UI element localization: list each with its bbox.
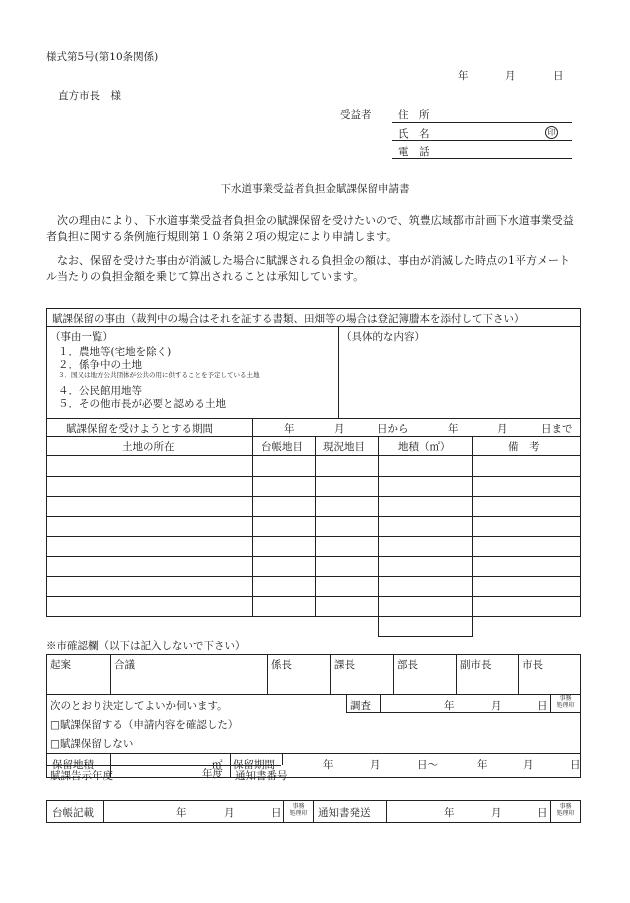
dept-chief-label: 部長 (397, 659, 418, 671)
notice-sent-label: 通知書発送 (318, 807, 371, 819)
col-current: 現況地目 (323, 441, 365, 453)
col-remarks: 備 考 (508, 441, 540, 453)
division-chief-label: 課長 (334, 659, 355, 671)
notice-office-seal: 事務 処理印 (556, 803, 575, 817)
phone-label: 電 話 (398, 146, 430, 158)
table-row[interactable] (46, 596, 581, 597)
reason-item-5: ５．その他市長が必要と認める土地 (58, 398, 226, 410)
table-row[interactable] (46, 536, 581, 537)
ledger-year: 年 (176, 807, 187, 819)
period-to-month: 月 (497, 423, 508, 435)
hold-period-label: 保留期間 (233, 759, 275, 771)
reason-header: 賦課保留の事由（裁判中の場合はそれを証する書類、田畑等の場合は登記簿謄本を添付して下さい） (52, 313, 525, 325)
address-label: 住 所 (398, 109, 430, 121)
survey-year: 年 (444, 700, 455, 712)
notice-sent-day: 日 (537, 807, 548, 819)
decision-text: 次のとおり決定してよいか伺います。 (50, 700, 228, 712)
notice-no-label: 通知書番号 (235, 770, 288, 782)
reason-item-4: ４．公民館用地等 (58, 385, 142, 397)
table-row[interactable] (46, 556, 581, 557)
notice-year-label: 賦課告示年度 (50, 770, 113, 782)
option-no-hold[interactable]: □賦課保留しない (50, 738, 134, 750)
reason-item-2: ２．係争中の土地 (58, 359, 142, 371)
period-label: 賦課保留を受けようとする期間 (66, 423, 213, 435)
reason-list-title: （事由一覧） (50, 331, 113, 343)
ledger-label: 台帳記載 (52, 807, 94, 819)
date-month-label: 月 (505, 70, 516, 82)
table-row[interactable] (46, 576, 581, 577)
details-field[interactable] (342, 343, 576, 415)
col-area: 地積（㎡） (398, 441, 451, 453)
seal-mark: 印 (545, 126, 558, 139)
ledger-office-seal: 事務 処理印 (289, 803, 308, 817)
name-label: 氏 名 (398, 128, 430, 140)
table-row[interactable] (46, 496, 581, 497)
col-registry: 台帳地目 (261, 441, 303, 453)
reason-item-1: １．農地等(宅地を除く) (58, 346, 172, 358)
period-to-day: 日まで (541, 423, 573, 435)
fiscal-year-unit: 年度 (202, 768, 223, 780)
details-label: （具体的な内容） (341, 331, 425, 343)
city-section-title: ※市確認欄（以下は記入しないで下さい） (46, 640, 246, 652)
period-from-month: 月 (334, 423, 345, 435)
reason-item-3: ３．国又は地方公共団体が公共の用に供することを予定している土地 (58, 371, 260, 379)
address-line[interactable] (392, 122, 572, 123)
form-number: 様式第5号(第10条関係) (46, 51, 159, 63)
date-year-label: 年 (458, 70, 469, 82)
ledger-month: 月 (224, 807, 235, 819)
survey-day: 日 (537, 700, 548, 712)
hold-period-month: 月 (370, 759, 381, 771)
consult-label: 合議 (114, 659, 135, 671)
applicant-label: 受益者 (340, 109, 372, 121)
notice-sent-month: 月 (491, 807, 502, 819)
hold-area-unit: ㎡ (212, 759, 223, 771)
table-row[interactable] (46, 516, 581, 517)
period-to-year: 年 (448, 423, 459, 435)
hold-period-month-2: 月 (523, 759, 534, 771)
survey-month: 月 (491, 700, 502, 712)
mayor-label: 市長 (522, 659, 543, 671)
office-seal-label: 事務 処理印 (556, 695, 575, 709)
hold-period-year: 年 (323, 759, 334, 771)
phone-line[interactable] (392, 158, 572, 159)
hold-period-year-2: 年 (477, 759, 488, 771)
col-location: 土地の所在 (122, 441, 175, 453)
body-paragraph-1: 次の理由により、下水道事業受益者負担金の賦課保留を受けたいので、筑豊広域都市計画下水道事業受益者負担に関する条例施行規則第１０条第２項の規定により申請します。 (46, 214, 574, 243)
hold-period-from: 日～ (417, 759, 438, 771)
option-hold[interactable]: □賦課保留する（申請内容を確認した） (50, 719, 239, 731)
hold-period-day-2: 日 (570, 759, 581, 771)
survey-label: 調査 (350, 700, 371, 712)
section-chief-label: 係長 (271, 659, 292, 671)
table-row[interactable] (46, 476, 581, 477)
draft-label: 起案 (50, 659, 71, 671)
area-total-cell[interactable] (378, 636, 473, 637)
notice-sent-year: 年 (444, 807, 455, 819)
body-paragraph-2: なお、保留を受けた事由が消滅した場合に賦課される負担金の額は、事由が消滅した時点の1平方メートル当たりの負担金額を乗じて算出されることは承知しています。 (46, 254, 570, 283)
ledger-day: 日 (271, 807, 282, 819)
document-title: 下水道事業受益者負担金賦課保留申請書 (220, 183, 410, 195)
addressee: 直方市長 様 (58, 90, 121, 102)
date-day-label: 日 (553, 70, 564, 82)
period-from-year: 年 (284, 423, 295, 435)
hold-area-label: 保留地積 (52, 759, 94, 771)
period-from-day: 日から (377, 423, 409, 435)
name-line[interactable] (392, 140, 572, 141)
deputy-mayor-label: 副市長 (460, 659, 492, 671)
